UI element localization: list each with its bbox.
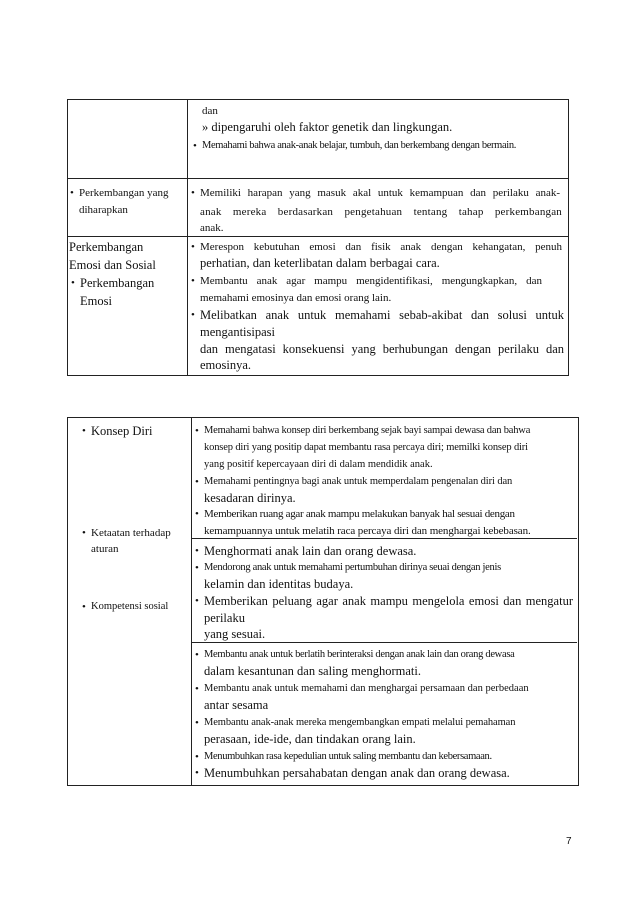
text-line: dan mengatasi konsekuensi yang berhubungan dengan perilaku dan — [200, 342, 564, 356]
list-item: • Menghormati anak lain dan orang dewasa. — [204, 544, 416, 558]
list-item: • Memberikan ruang agar anak mampu melakukan banyak hal sesuai dengan — [204, 507, 515, 521]
page-number: 7 — [566, 836, 572, 847]
text-line: kemampuannya untuk melatih raca percaya diri dan menghargai kebebasan. — [204, 525, 531, 537]
text-line: anak. — [200, 222, 224, 234]
table-2-column-divider — [191, 417, 192, 785]
list-item: • Menumbuhkan persahabatan dengan anak dan orang dewasa. — [204, 766, 510, 780]
text-line: aturan — [91, 543, 119, 555]
table-1-row-divider-2 — [67, 236, 568, 237]
text-line: Emosi dan Sosial — [69, 258, 156, 272]
list-item: • Memahami pentingnya bagi anak untuk memperdalam pengenalan diri dan — [204, 475, 512, 489]
text-line: kesadaran dirinya. — [204, 491, 296, 505]
list-item: • Perkembangan yang — [79, 186, 169, 200]
list-item-kompetensi: • Kompetensi sosial — [91, 600, 168, 614]
list-item: • Membantu anak-anak mereka mengembangkan empati melalui pemahaman — [204, 716, 515, 730]
list-item: • Membantu anak agar mampu mengidentifikasi, mengungkapkan, dan — [200, 274, 542, 288]
text-line: yang positif kepercayaan diri di dalam mendidik anak. — [204, 459, 433, 470]
text-line: » dipengaruhi oleh faktor genetik dan lingkungan. — [202, 120, 453, 134]
text-line: dan — [202, 105, 218, 117]
text-line: dalam kesantunan dan saling menghormati. — [204, 664, 421, 678]
table-2-row-divider-1 — [191, 538, 577, 539]
list-item: • Memiliki harapan yang masuk akal untuk kemampuan dan perilaku anak- — [200, 186, 560, 200]
text-line: perasaan, ide-ide, dan tindakan orang lain. — [204, 732, 416, 746]
list-item: • Memberikan peluang agar anak mampu mengelola emosi dan mengatur — [204, 594, 573, 608]
text-line: mengantisipasi — [200, 325, 275, 339]
list-item: • Mendorong anak untuk memahami pertumbuhan dirinya seuai dengan jenis — [204, 561, 501, 575]
text-line: konsep diri yang positip dapat membantu rasa percaya diri; memilki konsep diri — [204, 442, 528, 453]
table-1-column-divider — [187, 99, 188, 375]
text-line: yang sesuai. — [204, 627, 266, 641]
text-line: antar sesama — [204, 698, 269, 712]
list-item: • Melibatkan anak untuk memahami sebab-akibat dan solusi untuk — [200, 308, 564, 322]
text-line: perilaku — [204, 611, 245, 625]
list-item: • Menumbuhkan rasa kepedulian untuk saling membantu dan kebersamaan. — [204, 750, 492, 764]
list-item: • Membantu anak untuk berlatih berinteraksi dengan anak lain dan orang dewasa — [204, 648, 514, 662]
list-item: • Perkembangan — [80, 276, 154, 290]
text-line: Perkembangan — [69, 240, 144, 254]
text-line: perhatian, dan keterlibatan dalam berbagai cara. — [200, 256, 440, 270]
text-line: kelamin dan identitas budaya. — [204, 577, 354, 591]
table-2-row-divider-2 — [191, 642, 577, 643]
list-item: • Memahami bahwa konsep diri berkembang sejak bayi sampai dewasa dan bahwa — [204, 424, 530, 438]
list-item-konsep-diri: • Konsep Diri — [91, 424, 152, 438]
list-item: • Merespon kebutuhan emosi dan fisik anak dengan kehangatan, penuh — [200, 240, 562, 254]
text-line: memahami emosinya dan emosi orang lain. — [200, 292, 392, 304]
list-item: • Membantu anak untuk memahami dan menghargai persamaan dan perbedaan — [204, 682, 529, 696]
list-item-ketaatan: • Ketaatan terhadap — [91, 526, 171, 540]
table-1-row-divider-1 — [67, 178, 568, 179]
text-line: diharapkan — [79, 204, 128, 216]
text-line: Emosi — [80, 294, 112, 308]
text-line: anak mereka berdasarkan pengetahuan tentang tahap perkembangan — [200, 206, 562, 218]
text-line: emosinya. — [200, 358, 252, 372]
list-item: • Memahami bahwa anak-anak belajar, tumbuh, dan berkembang dengan bermain. — [202, 139, 516, 153]
